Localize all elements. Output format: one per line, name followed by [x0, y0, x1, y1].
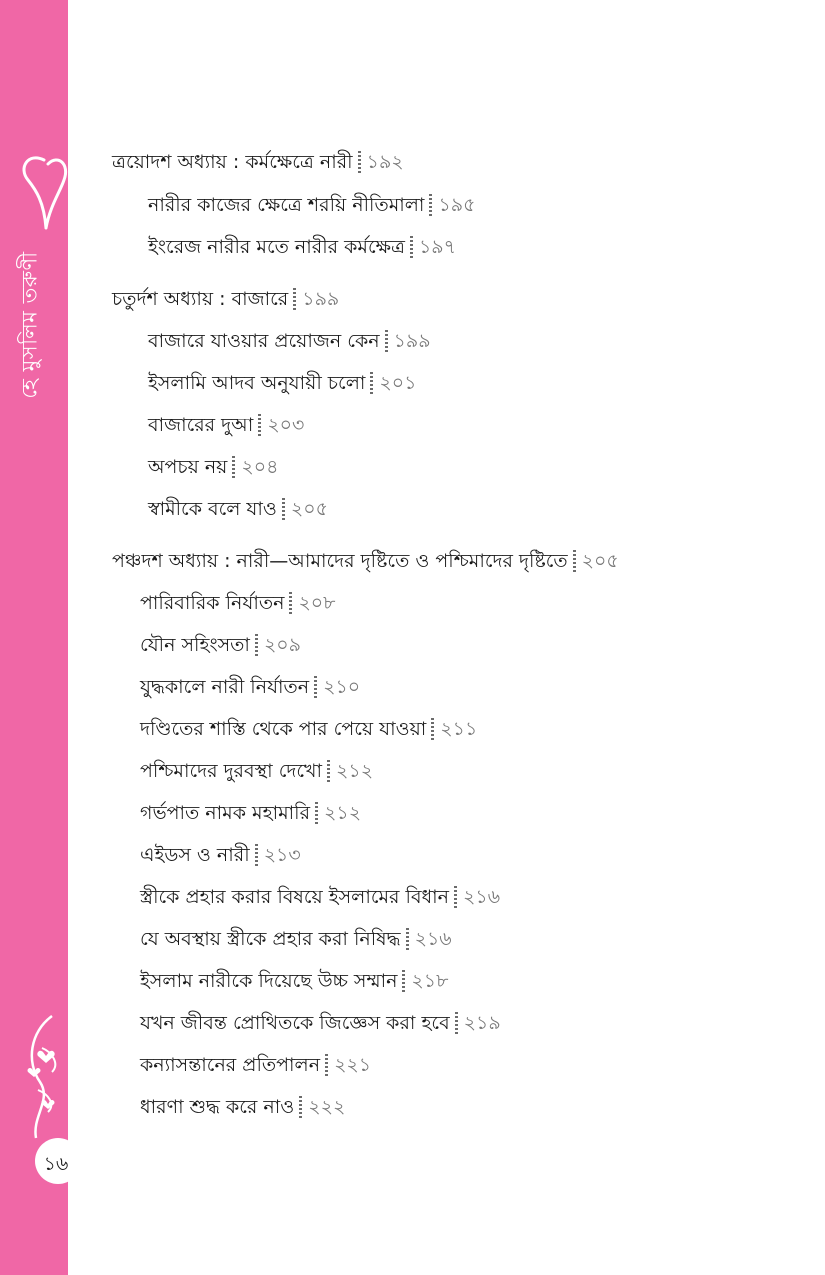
toc-entry-title: স্বামীকে বলে যাও [148, 498, 277, 520]
toc-entry-title: যৌন সহিংসতা [140, 634, 250, 656]
dotted-separator [370, 372, 373, 394]
toc-page-number: ২২১ [334, 1054, 372, 1076]
toc-entry-title: ইসলাম নারীকে দিয়েছে উচ্চ সম্মান [140, 970, 398, 992]
dotted-separator [315, 802, 318, 824]
heart-swirl-ornament-icon [22, 1012, 68, 1142]
dotted-separator [429, 194, 432, 216]
dotted-separator [358, 151, 361, 173]
toc-page-number: ২১০ [323, 676, 361, 698]
toc-section-entry [148, 496, 328, 522]
toc-page-number: ২০১ [379, 372, 417, 394]
toc-section-entry [140, 1094, 345, 1120]
dotted-separator [258, 414, 261, 436]
dotted-separator [314, 676, 317, 698]
toc-section-entry [140, 590, 335, 616]
toc-chapter-entry [112, 149, 404, 175]
toc-chapter-entry [112, 548, 619, 574]
dotted-separator [455, 1012, 458, 1034]
toc-entry-title: যখন জীবন্ত প্রোথিতকে জিজ্ঞেস করা হবে [140, 1012, 450, 1034]
toc-entry-title: কন্যাসন্তানের প্রতিপালন [140, 1054, 321, 1076]
toc-section-entry [140, 884, 500, 910]
heart-outline-icon [14, 150, 68, 240]
dotted-separator [289, 592, 292, 614]
toc-page-number: ২১৯ [463, 1012, 501, 1034]
dotted-separator [573, 550, 576, 572]
toc-section-entry [148, 370, 416, 396]
dotted-separator [431, 718, 434, 740]
toc-entry-title: গর্ভপাত নামক মহামারি [140, 802, 311, 824]
toc-section-entry [140, 632, 301, 658]
dotted-separator [293, 288, 296, 310]
toc-page-number: ২০৪ [241, 456, 279, 478]
toc-entry-title: এইডস ও নারী [140, 844, 250, 866]
toc-page-number: ২১৩ [263, 844, 301, 866]
dotted-separator [232, 456, 235, 478]
dotted-separator [454, 886, 457, 908]
toc-section-entry [148, 192, 475, 218]
toc-entry-title: বাজারে যাওয়ার প্রয়োজন কেন [148, 330, 380, 352]
toc-entry-title: পারিবারিক নির্যাতন [140, 592, 285, 614]
dotted-separator [410, 236, 413, 258]
toc-page-number: ২১৬ [463, 886, 501, 908]
toc-entry-title: পঞ্চদশ অধ্যায় : নারী—আমাদের দৃষ্টিতে ও পশ্চিমাদের দৃষ্টিতে [112, 550, 568, 572]
toc-page-number: ২১৮ [411, 970, 449, 992]
dotted-separator [255, 634, 258, 656]
toc-entry-title: ইংরেজ নারীর মতে নারীর কর্মক্ষেত্র [148, 236, 405, 258]
toc-page-number: ২০৯ [263, 634, 301, 656]
dotted-separator [402, 970, 405, 992]
toc-section-entry [140, 1010, 501, 1036]
dotted-separator [325, 1054, 328, 1076]
toc-page-number: ২০৫ [290, 498, 328, 520]
dotted-separator [406, 928, 409, 950]
toc-section-entry [140, 926, 452, 952]
toc-section-entry [140, 758, 373, 784]
dotted-separator [255, 844, 258, 866]
toc-page-number: ২১২ [336, 760, 374, 782]
toc-page-number: ১৯৯ [393, 330, 431, 352]
toc-section-entry [140, 800, 361, 826]
toc-entry-title: নারীর কাজের ক্ষেত্রে শরয়ি নীতিমালা [148, 194, 425, 216]
dotted-separator [282, 498, 285, 520]
toc-page-number: ২০৫ [581, 550, 619, 572]
toc-page-number: ২১৬ [414, 928, 452, 950]
toc-page-number: ২১২ [324, 802, 362, 824]
toc-entry-title: ধারণা শুদ্ধ করে নাও [140, 1096, 295, 1118]
toc-entry-title: চতুর্দশ অধ্যায় : বাজারে [112, 288, 289, 310]
toc-section-entry [148, 454, 278, 480]
toc-section-entry [140, 674, 360, 700]
toc-page-number: ২১১ [440, 718, 478, 740]
book-title-vertical: হে মুসলিম তরুণী [17, 251, 42, 399]
toc-entry-title: দণ্ডিতের শাস্তি থেকে পার পেয়ে যাওয়া [140, 718, 427, 740]
toc-page-number: ১৯৯ [302, 288, 340, 310]
toc-entry-title: যুদ্ধকালে নারী নির্যাতন [140, 676, 310, 698]
toc-section-entry [140, 968, 448, 994]
toc-entry-title: পশ্চিমাদের দুরবস্থা দেখো [140, 760, 323, 782]
toc-section-entry [140, 842, 301, 868]
dotted-separator [327, 760, 330, 782]
toc-section-entry [140, 716, 477, 742]
toc-entry-title: স্ত্রীকে প্রহার করার বিষয়ে ইসলামের বিধান [140, 886, 450, 908]
toc-entry-title: ইসলামি আদব অনুযায়ী চলো [148, 372, 366, 394]
toc-section-entry [148, 412, 304, 438]
toc-entry-title: অপচয় নয় [148, 456, 228, 478]
toc-entry-title: বাজারের দুআ [148, 414, 254, 436]
toc-page-number: ২০৩ [267, 414, 305, 436]
toc-section-entry [148, 234, 456, 260]
toc-chapter-entry [112, 286, 339, 312]
toc-page-number: ১৯২ [366, 151, 404, 173]
toc-section-entry [140, 1052, 371, 1078]
toc-page-number: ১৯৫ [438, 194, 476, 216]
toc-section-entry [148, 328, 431, 354]
toc-entry-title: ত্রয়োদশ অধ্যায় : কর্মক্ষেত্রে নারী [112, 151, 353, 173]
toc-page-number: ২২২ [308, 1096, 346, 1118]
toc-page-number: ২০৮ [298, 592, 336, 614]
dotted-separator [299, 1096, 302, 1118]
page-number: ১৬ [43, 1153, 69, 1175]
dotted-separator [385, 330, 388, 352]
toc-entry-title: যে অবস্থায় স্ত্রীকে প্রহার করা নিষিদ্ধ [140, 928, 401, 950]
toc-page-number: ১৯৭ [418, 236, 456, 258]
